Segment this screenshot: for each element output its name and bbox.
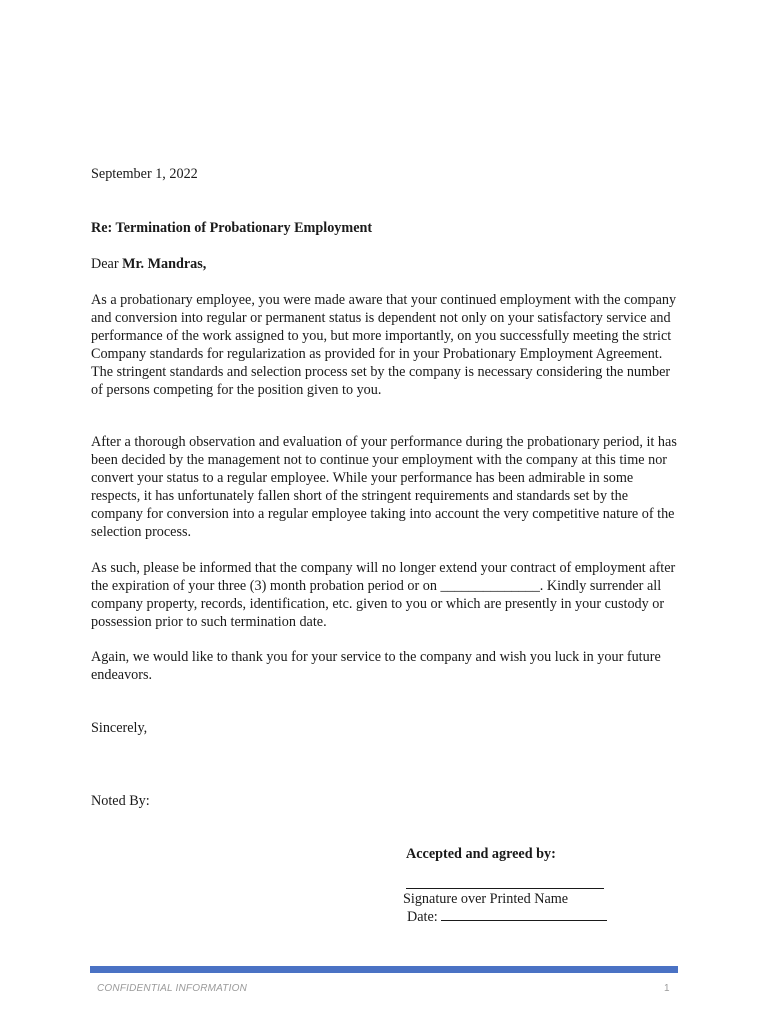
date-field: [403, 908, 673, 926]
letter-date: September 1, 2022: [91, 166, 198, 182]
acceptance-block: [403, 845, 673, 926]
salutation-prefix: Dear: [91, 256, 123, 272]
body-paragraph-1: As a probationary employee, you were made aware that your continued employment with the company and conversion into regular or permanent status is dependent not only on your satisfactory service and performance of the work assigned to you, but more importantly, on you successfully meeting the strict Company standards for regularization as provided for in your Probationary Employment Agreement. The stringent standards and selection process set by the company is necessary considering the number of persons competing for the position given to you.: [91, 292, 677, 398]
date-label: Date:: [407, 909, 438, 925]
closing: Sincerely,: [91, 720, 148, 736]
letter-subject: Re: Termination of Probationary Employment: [91, 220, 373, 236]
recipient-name: Mr. Mandras,: [122, 256, 207, 272]
signature-caption: Signature over Printed Name: [403, 891, 569, 907]
signature-line: [406, 888, 604, 889]
noted-by-label: Noted By:: [91, 793, 150, 809]
body-paragraph-4: Again, we would like to thank you for your service to the company and wish you luck in your future endeavors.: [91, 649, 661, 683]
footer-divider-bar: [90, 966, 678, 973]
salutation: [91, 255, 683, 273]
footer-confidential-label: CONFIDENTIAL INFORMATION: [97, 983, 247, 994]
body-paragraph-2: After a thorough observation and evaluation of your performance during the probationary period, it has been decided by the management not to continue your employment with the company at this time nor convert your status to a regular employee. While your performance has been admirable in some respects, it has unfortunately fallen short of the stringent requirements and standards set by the company for conversion into a regular employee taking into account the very competitive nature of the selection process.: [91, 434, 677, 540]
date-blank-line: [441, 908, 607, 921]
page-number: 1: [664, 983, 670, 994]
acceptance-heading: Accepted and agreed by:: [406, 846, 556, 862]
body-paragraph-3: As such, please be informed that the company will no longer extend your contract of employment after the expiration of your three (3) month probation period or on ______________. Kindly surrender all company property, records, identification, etc. given to you or which are presently in your custody or possession prior to such termination date.: [91, 560, 676, 630]
